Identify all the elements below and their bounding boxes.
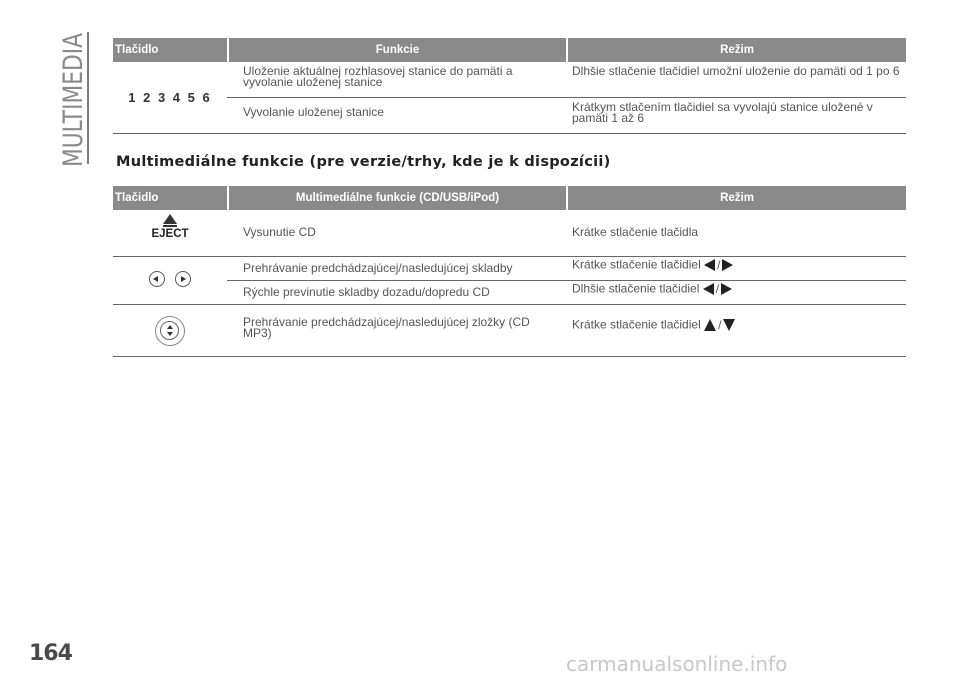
table-row xyxy=(227,281,906,305)
presets-table xyxy=(113,38,906,134)
row-rezim xyxy=(564,305,906,356)
multimedia-table xyxy=(113,186,906,357)
triangle-left-icon xyxy=(703,283,714,295)
row-rezim: Dlhšie stlačenie tlačidiel umožní uloženie do pamäti od 1 po 6 xyxy=(572,64,900,78)
table-row xyxy=(113,305,906,357)
presets-table-body xyxy=(113,62,906,134)
row-funkcie: Vysunutie CD xyxy=(243,225,316,239)
seek-buttons-cell xyxy=(113,257,227,305)
row-funkcie: Uloženie aktuálnej rozhlasovej stanice do pamäti a vyvolanie uloženej stanice xyxy=(243,64,513,89)
seek-rows xyxy=(113,257,906,305)
header-tlacidlo: Tlačidlo xyxy=(113,38,227,62)
eject-label: EJECT xyxy=(151,228,189,240)
triangle-up-icon xyxy=(704,319,716,331)
section-sidebar-title xyxy=(49,0,89,170)
row-funkcie: Prehrávanie predchádzajúcej/nasledujúcej skladby xyxy=(243,261,513,275)
folder-knob-cell xyxy=(113,305,227,356)
eject-button-cell xyxy=(113,210,227,256)
next-button-icon xyxy=(175,271,191,287)
section-heading: Multimediálne funkcie (pre verzie/trhy, kde je k dispozícii) xyxy=(116,154,611,170)
sidebar-divider xyxy=(87,32,89,164)
up-down-knob-icon xyxy=(155,316,185,346)
slash-text: / xyxy=(715,281,720,296)
row-rezim xyxy=(564,257,906,280)
watermark-text: carmanualsonline.info xyxy=(566,652,788,676)
row-rezim: Krátke stlačenie tlačidla xyxy=(572,225,699,239)
table-row xyxy=(227,62,906,98)
table-row xyxy=(227,98,906,134)
table-row xyxy=(113,210,906,257)
presets-rows xyxy=(227,62,906,134)
rezim-text: Krátke stlačenie tlačidiel xyxy=(572,257,701,272)
rezim-text: Krátke stlačenie tlačidiel xyxy=(572,317,701,332)
header-rezim: Režim xyxy=(568,186,906,210)
preset-buttons-label: 1 2 3 4 5 6 xyxy=(113,62,227,134)
header-tlacidlo: Tlačidlo xyxy=(113,186,227,210)
rezim-text: Dlhšie stlačenie tlačidiel xyxy=(572,281,700,296)
row-funkcie: Prehrávanie predchádzajúcej/nasledujúcej zložky (CD MP3) xyxy=(243,315,530,340)
header-multimedia-funkcie: Multimediálne funkcie (CD/USB/iPod) xyxy=(229,186,566,210)
header-rezim: Režim xyxy=(568,38,906,62)
row-funkcie: Rýchle previnutie skladby dozadu/dopredu CD xyxy=(243,285,490,299)
multimedia-table-header xyxy=(113,186,906,210)
triangle-right-icon xyxy=(722,259,733,271)
seek-rows-body xyxy=(227,257,906,305)
prev-button-icon xyxy=(149,271,165,287)
triangle-down-icon xyxy=(723,319,735,331)
row-rezim: Krátkym stlačením tlačidiel sa vyvolajú stanice uložené v pamäti 1 až 6 xyxy=(572,100,873,125)
row-rezim xyxy=(564,281,906,304)
section-sidebar-title-text: MULTIMEDIA xyxy=(58,0,89,167)
eject-icon xyxy=(113,214,227,240)
page-number: 164 xyxy=(29,641,72,666)
table-row xyxy=(227,257,906,281)
slash-text: / xyxy=(717,257,721,272)
triangle-left-icon xyxy=(704,259,715,271)
slash-text: / xyxy=(718,317,722,332)
header-funkcie: Funkcie xyxy=(229,38,566,62)
triangle-right-icon xyxy=(721,283,732,295)
row-funkcie: Vyvolanie uloženej stanice xyxy=(243,105,384,119)
presets-table-header xyxy=(113,38,906,62)
